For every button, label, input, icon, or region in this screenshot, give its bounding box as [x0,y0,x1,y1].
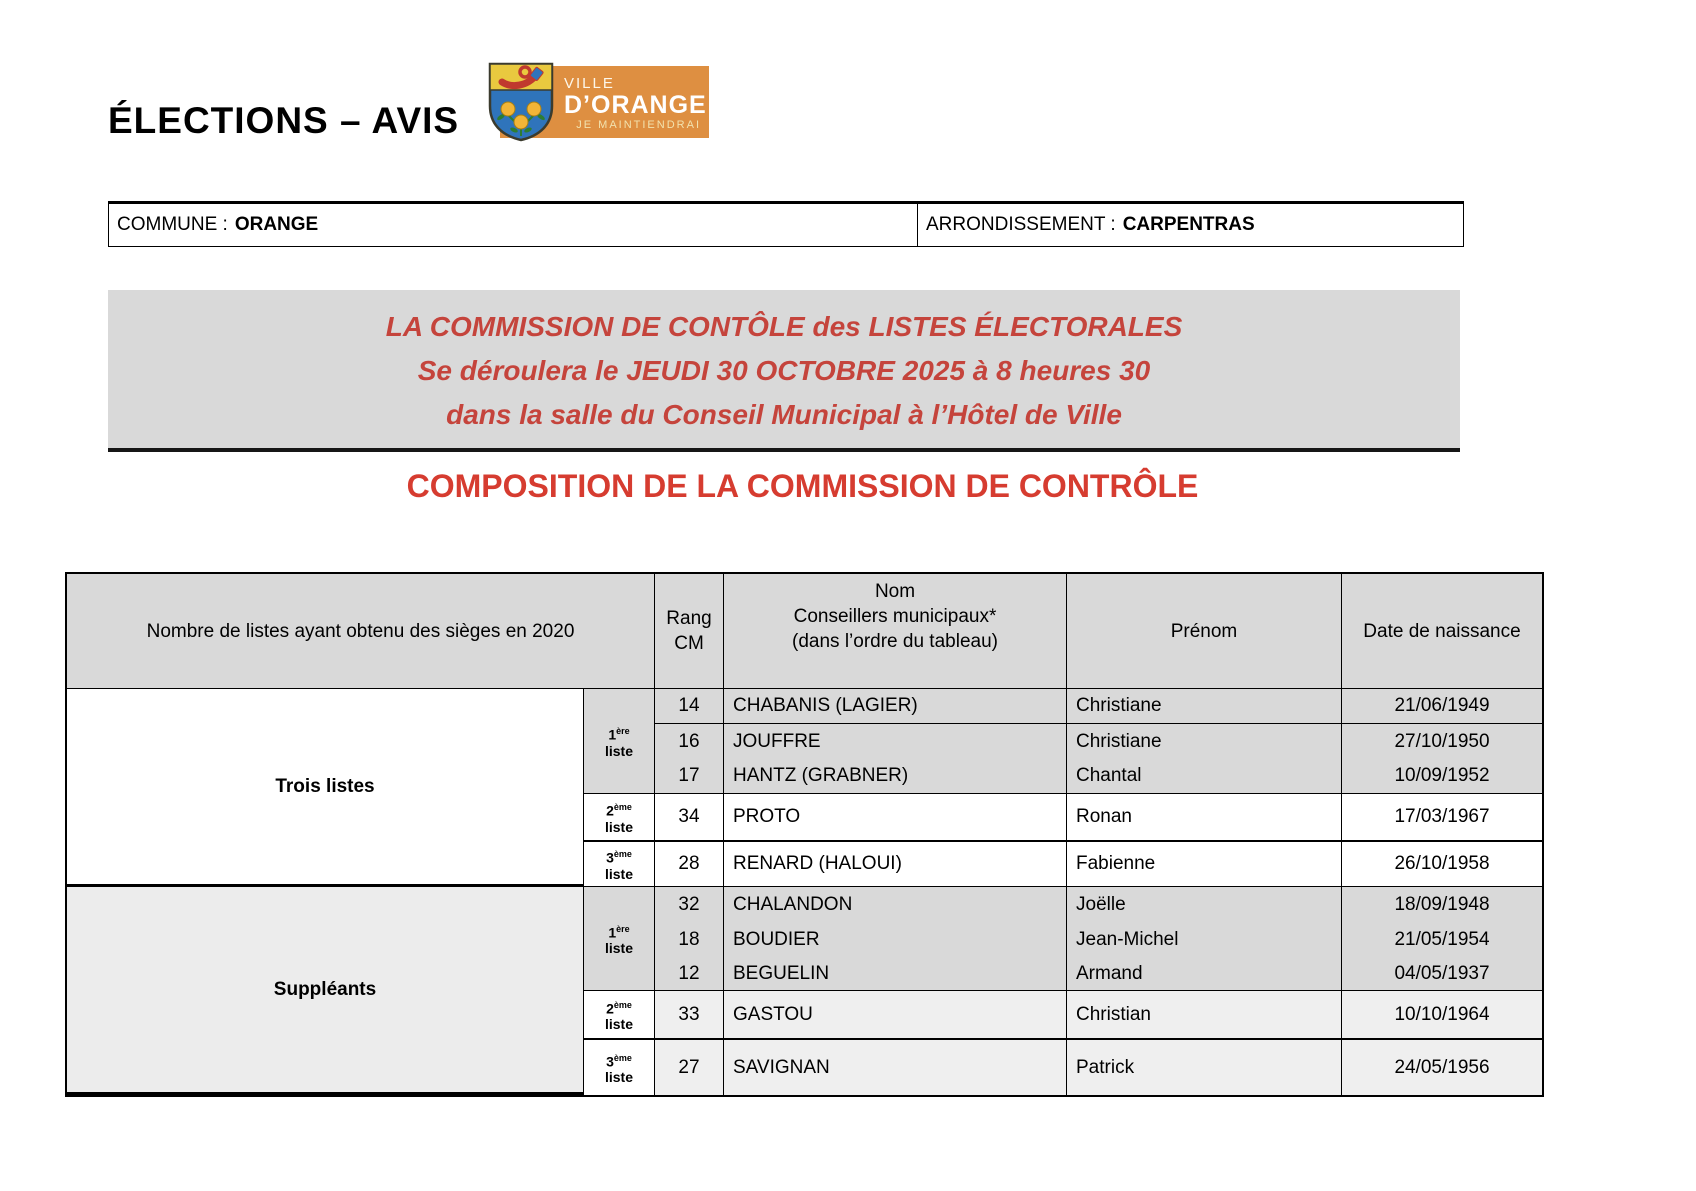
prenom-cell: Jean-Michel [1067,922,1342,957]
rang-cell: 12 [655,957,724,991]
liste-label-1ere-sup [584,887,655,991]
nom-cell: CHALANDON [724,887,1067,922]
commission-table [65,572,1544,1097]
prenom-cell: Ronan [1067,794,1342,842]
composition-heading: COMPOSITION DE LA COMMISSION DE CONTRÔLE [406,468,1199,504]
nom-cell: JOUFFRE [724,724,1067,759]
col-header-rang-line2: CM [674,633,704,654]
liste-label-3eme-sup [584,1040,655,1095]
banner-line-2: Se déroulera le JEUDI 30 OCTOBRE 2025 à 8 heures 30 [417,355,1151,386]
prenom-cell: Armand [1067,957,1342,991]
prenom-cell: Patrick [1067,1040,1342,1095]
nom-cell: RENARD (HALOUI) [724,842,1067,887]
liste-ordinal: 3ème [606,1052,632,1070]
liste-ordinal: 2ème [606,999,632,1017]
orange-coat-of-arms-icon [488,62,554,142]
liste-word: liste [604,1069,633,1086]
col-header-nom [724,574,1067,689]
liste-label-2eme-sup [584,991,655,1040]
birthdate-cell: 24/05/1956 [1342,1040,1542,1095]
commune-cell [109,204,918,246]
col-header-prenom: Prénom [1067,574,1342,689]
birthdate-cell: 10/10/1964 [1342,991,1542,1040]
rang-cell: 32 [655,887,724,922]
arrondissement-label: ARRONDISSEMENT : [926,214,1116,235]
liste-ordinal: 1ère [608,726,630,743]
banner-line-3: dans la salle du Conseil Municipal à l’Hôtel de Ville [446,399,1122,430]
liste-label-1ere-trois [584,689,655,794]
commune-label: COMMUNE : [117,214,228,235]
section-label-trois-listes: Trois listes [67,689,584,887]
nom-cell: SAVIGNAN [724,1040,1067,1095]
arrondissement-cell [918,204,1463,246]
rang-cell: 28 [655,842,724,887]
prenom-cell: Christian [1067,991,1342,1040]
nom-cell: HANTZ (GRABNER) [724,759,1067,794]
liste-word: liste [604,865,633,882]
rang-cell: 18 [655,922,724,957]
rang-cell: 17 [655,759,724,794]
col-header-rang [655,574,724,689]
liste-ordinal: 1ère [608,923,630,941]
col-header-date: Date de naissance [1342,574,1542,689]
banner-line-1: LA COMMISSION DE CONTÔLE des LISTES ÉLECTORALES [385,311,1183,342]
liste-label-3eme-trois [584,842,655,887]
logo-dorange-text: D’ORANGE [564,90,707,119]
liste-word: liste [604,818,633,835]
birthdate-cell: 21/05/1954 [1342,922,1542,957]
prenom-cell: Fabienne [1067,842,1342,887]
liste-word: liste [604,742,633,759]
prenom-cell: Chantal [1067,759,1342,794]
logo-ville-text: VILLE [564,74,615,92]
rang-cell: 33 [655,991,724,1040]
prenom-cell: Joëlle [1067,887,1342,922]
prenom-cell: Christiane [1067,689,1342,724]
prenom-cell: Christiane [1067,724,1342,759]
section-label-suppleants: Suppléants [67,887,584,1095]
col-header-nom-line1: Nom [874,581,916,602]
nom-cell: PROTO [724,794,1067,842]
ville-orange-logo [455,62,709,140]
rang-cell: 16 [655,724,724,759]
commune-value: ORANGE [234,214,319,235]
birthdate-cell: 26/10/1958 [1342,842,1542,887]
birthdate-cell: 21/06/1949 [1342,689,1542,724]
birthdate-cell: 27/10/1950 [1342,724,1542,759]
birthdate-cell: 18/09/1948 [1342,887,1542,922]
rang-cell: 34 [655,794,724,842]
announcement-banner [108,290,1460,452]
liste-ordinal: 2ème [606,802,632,819]
nom-cell: BOUDIER [724,922,1067,957]
birthdate-cell: 10/09/1952 [1342,759,1542,794]
liste-word: liste [604,1016,633,1033]
nom-cell: BEGUELIN [724,957,1067,991]
rang-cell: 14 [655,689,724,724]
liste-ordinal: 3ème [606,849,632,866]
col-header-rang-line1: Rang [666,608,712,629]
commune-arrondissement-box [108,201,1464,247]
nom-cell: CHABANIS (LAGIER) [724,689,1067,724]
arrondissement-value: CARPENTRAS [1122,214,1255,235]
rang-cell: 27 [655,1040,724,1095]
page-title: ÉLECTIONS – AVIS [108,100,460,141]
birthdate-cell: 04/05/1937 [1342,957,1542,991]
birthdate-cell: 17/03/1967 [1342,794,1542,842]
logo-motto-text: JE MAINTIENDRAI [576,118,701,131]
liste-label-2eme-trois [584,794,655,842]
col-header-nom-line2: Conseillers municipaux* [793,606,997,627]
liste-word: liste [604,940,633,957]
col-header-listes: Nombre de listes ayant obtenu des sièges en 2020 [67,574,655,689]
nom-cell: GASTOU [724,991,1067,1040]
col-header-nom-line3: (dans l’ordre du tableau) [792,631,998,652]
